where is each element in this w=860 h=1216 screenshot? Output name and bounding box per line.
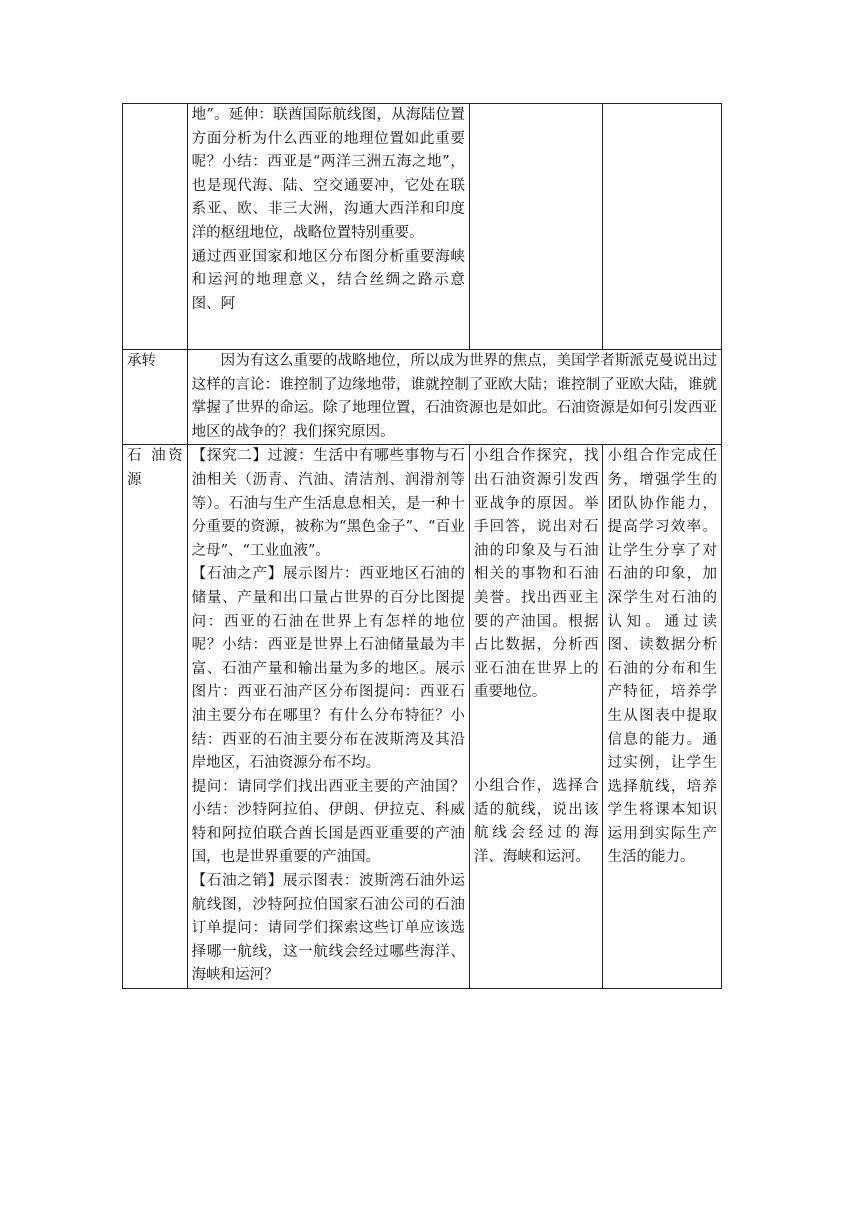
transition-cell [187, 350, 721, 445]
student-activity-cell [469, 445, 603, 989]
activity-paragraph: 提问：请同学们找出西亚主要的产油国？小结：沙特阿拉伯、伊朗、伊拉克、科威特和阿拉伯联合酋长国是西亚重要的产油国，也是世界重要的产油国。 [191, 778, 465, 866]
table-row [123, 445, 722, 989]
activity-cell [187, 104, 469, 350]
activity-paragraph: 【石油之销】展示图表：波斯湾石油外运航线图，沙特阿拉伯国家石油公司的石油订单提问：请同学们探索这些订单应该选择哪一航线，这一航线会经过哪些海洋、海峡和运河？ [191, 873, 465, 984]
activity-paragraph: 通过西亚国家和地区分布图分析重要海峡和运河的地理意义，结合丝绸之路示意图、阿 [191, 248, 465, 312]
design-intent-cell [603, 104, 722, 350]
table-row [123, 350, 722, 445]
activity-cell [187, 445, 469, 989]
design-intent-cell [603, 445, 722, 989]
section-cell [123, 445, 188, 989]
section-cell [123, 104, 188, 350]
section-cell: 承转 [123, 350, 188, 445]
student-paragraph: 小组合作，选择合适的航线，说出该航线会经过的海洋、海峡和运河。 [473, 777, 599, 865]
activity-paragraph: 【石油之产】展示图片：西亚地区石油的储量、产量和出口量占世界的百分比图提问：西亚的石油在世界上有怎样的地位呢？小结：西亚是世界上石油储量最为丰富、石油产量和输出量为多的地区。展示图片：西亚石油产区分布图提问：西亚石油主要分布在哪里？有什么分布特征？小结：西亚的石油主要分布在波斯湾及其沿岸地区，石油资源分布不均。 [191, 566, 465, 772]
intent-paragraph: 小组合作完成任务，增强学生的团队协作能力，提高学习效率。让学生分享了对石油的印象，加深学生对石油的认知。通过读图、读数据分析石油的分布和生产特征，培养学生从图表中提取信息的能力。通过实例，让学生选择航线，培养学生将课本知识运用到实际生产生活的能力。 [607, 448, 717, 866]
student-paragraph: 小组合作探究，找出石油资源引发西亚战争的原因。举手回答，说出对石油的印象及与石油相关的事物和石油美誉。找出西亚主要的产油国。根据占比数据，分析西亚石油在世界上的重要地位。 [473, 448, 599, 701]
student-activity-cell [469, 104, 603, 350]
transition-paragraph: 因为有这么重要的战略地位，所以成为世界的焦点，美国学者斯派克曼说出过这样的言论：谁控制了边缘地带，谁就控制了亚欧大陆；谁控制了亚欧大陆，谁就掌握了世界的命运。除了地理位置，石油资源也是如此。石油资源是如何引发西亚地区的战争的？我们探究原因。 [191, 353, 717, 440]
activity-paragraph: 【探究二】过渡：生活中有哪些事物与石油相关（沥青、汽油、清洁剂、润滑剂等等）。石油与生产生活息息相关，是一种十分重要的资源，被称为“黑色金子”、“百业之母”、“工业血液”。 [191, 448, 465, 559]
section-label: 石 油资源 [127, 448, 183, 488]
activity-paragraph: 地”。延伸：联酋国际航线图，从海陆位置方面分析为什么西亚的地理位置如此重要呢？小结：西亚是“两洋三洲五海之地”，也是现代海、陆、空交通要冲，它处在联系亚、欧、非三大洲，沟通大西洋和印度洋的枢纽地位，战略位置特别重要。 [191, 107, 465, 241]
lesson-plan-table [122, 103, 722, 989]
table-row [123, 104, 722, 350]
